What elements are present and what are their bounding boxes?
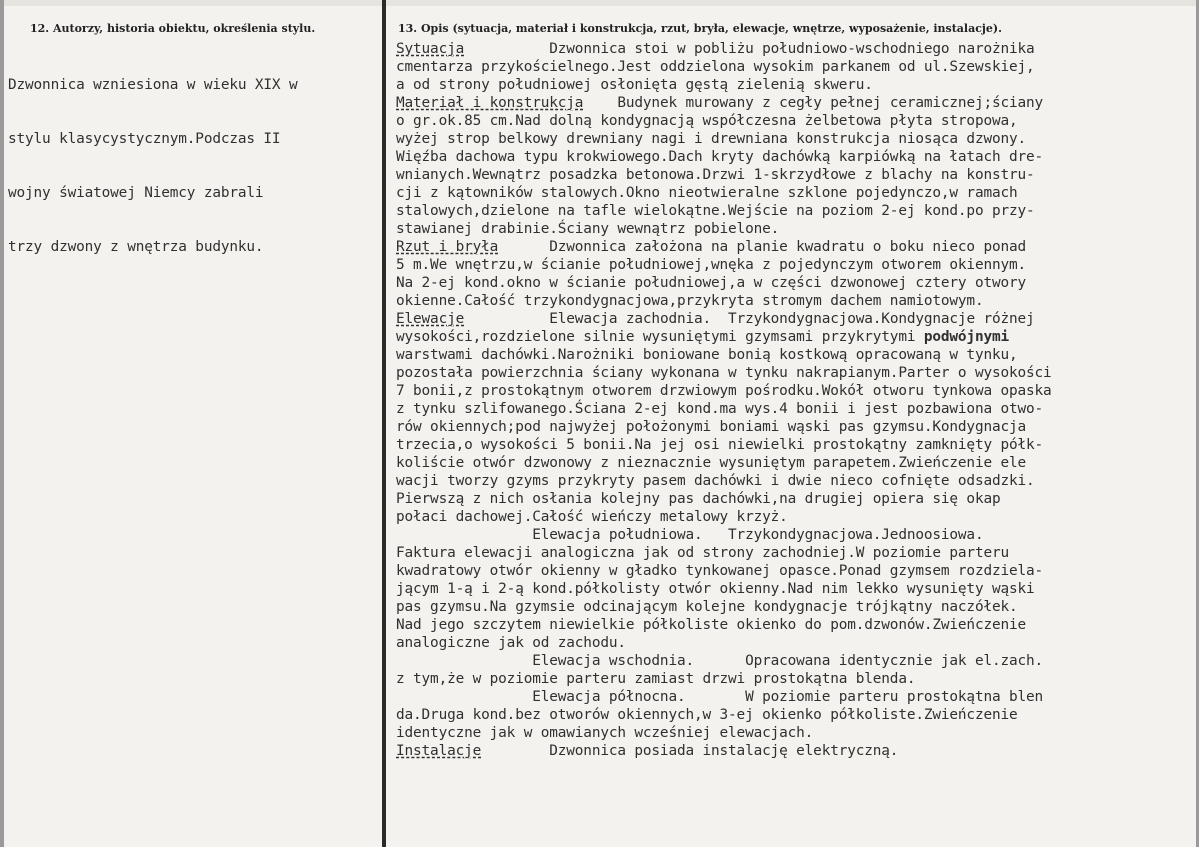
text-line (396, 472, 1196, 490)
text-line (396, 706, 1196, 724)
text-run: stalowych,dzielone na tafle wielokątne.Wejście na poziom 2-ej kond.po przy- (396, 203, 1035, 219)
text-line (396, 166, 1196, 184)
text-run: koliście otwór dzwonowy z nieznacznie wysuniętym parapetem.Zwieńczenie ele (396, 455, 1027, 471)
text-line (396, 580, 1196, 598)
text-line (396, 400, 1196, 418)
text-line (396, 274, 1196, 292)
section-13-heading: 13. Opis (sytuacja, materiał i konstrukcja, rzut, bryła, elewacje, wnętrze, wyposażenie, instalacje). (398, 22, 1002, 35)
text-line (396, 94, 1196, 112)
text-line (396, 742, 1196, 760)
text-run: wacji tworzy gzyms przykryty pasem dachówki i dwie nieco cofnięte odsadzki. (396, 473, 1035, 489)
text-run: Faktura elewacji analogiczna jak od strony zachodniej.W poziomie parteru (396, 545, 1010, 561)
text-run: rów okiennych;pod najwyżej położonymi boniami wąski pas gzymsu.Kondygnacja (396, 419, 1027, 435)
section-label: Instalacje (396, 743, 482, 759)
section-13-text (396, 40, 1196, 760)
text-run: cmentarza przykościelnego.Jest oddzielona wysokim parkanem od ul.Szewskiej, (396, 59, 1035, 75)
left-border (0, 0, 4, 847)
text-line (396, 616, 1196, 634)
text-run: z tynku szlifowanego.Ściana 2-ej kond.ma wys.4 bonii i jest pozbawiona otwo- (396, 401, 1044, 417)
text-line (396, 58, 1196, 76)
text-line: trzy dzwony z wnętrza budynku. (8, 239, 264, 255)
text-line (396, 490, 1196, 508)
text-run: warstwami dachówki.Narożniki boniowane bonią kostkową opracowaną w tynku, (396, 347, 1018, 363)
text-line (396, 670, 1196, 688)
text-run: analogiczne jak od zachodu. (396, 635, 626, 651)
text-run: połaci dachowej.Całość wieńczy metalowy krzyż. (396, 509, 788, 525)
text-run: jącym 1-ą i 2-ą kond.półkolisty otwór okienny.Nad nim lekko wysunięty wąski (396, 581, 1035, 597)
section-label: Sytuacja (396, 41, 465, 57)
text-run: kwadratowy otwór okienny w gładko tynkowanej opasce.Ponad gzymsem rozdziela- (396, 563, 1044, 579)
text-line (396, 220, 1196, 238)
section-label: Elewacje (396, 311, 465, 327)
text-line (396, 292, 1196, 310)
section-12-heading: 12. Autorzy, historia obiektu, określenia stylu. (30, 22, 316, 35)
text-run: 7 bonii,z prostokątnym otworem drzwiowym pośrodku.Wokół otworu tynkowa opaska (396, 383, 1052, 399)
section-label: Materiał i konstrukcja (396, 95, 584, 111)
text-line (396, 508, 1196, 526)
text-line (396, 418, 1196, 436)
text-line: Dzwonnica wzniesiona w wieku XIX w (8, 77, 298, 93)
text-line (396, 40, 1196, 58)
text-line (396, 526, 1196, 544)
text-run: pas gzymsu.Na gzymsie odcinającym kolejne kondygnacje trójkątny naczółek. (396, 599, 1018, 615)
emphasized-word: podwójnymi (923, 329, 1010, 345)
text-line (396, 256, 1196, 274)
text-run: okienne.Całość trzykondygnacjowa,przykryta stromym dachem namiotowym. (396, 293, 984, 309)
text-run: Elewacja zachodnia. Trzykondygnacjowa.Kondygnacje różnej (464, 311, 1035, 327)
text-line (396, 562, 1196, 580)
text-line (396, 346, 1196, 364)
text-run: Więźba dachowa typu krokwiowego.Dach kryty dachówką karpiówką na łatach dre- (396, 149, 1044, 165)
text-run: trzecia,o wysokości 5 bonii.Na jej osi niewielki prostokątny zamknięty półk- (396, 437, 1044, 453)
text-line (396, 130, 1196, 148)
section-label: Rzut i bryła (396, 239, 499, 255)
text-run: a od strony południowej osłonięta gęstą zielenią skweru. (396, 77, 873, 93)
text-line (396, 544, 1196, 562)
text-run: da.Druga kond.bez otworów okiennych,w 3-ej okienko półkoliste.Zwieńczenie (396, 707, 1018, 723)
section-12-text (8, 40, 297, 274)
text-run: wyżej strop belkowy drewniany nagi i drewniana konstrukcja niosąca dzwony. (396, 131, 1027, 147)
text-line (396, 76, 1196, 94)
column-divider (382, 0, 386, 847)
text-line (396, 310, 1196, 328)
text-run: identyczne jak w omawianych wcześniej elewacjach. (396, 725, 814, 741)
text-run: o gr.ok.85 cm.Nad dolną kondygnacją współczesna żelbetowa płyta stropowa, (396, 113, 1018, 129)
text-run: Elewacja północna. W poziomie parteru prostokątna blen (396, 689, 1044, 705)
text-run: Dzwonnica stoi w pobliżu południowo-wschodniego narożnika (464, 41, 1035, 57)
text-line (396, 598, 1196, 616)
text-run: z tym,że w poziomie parteru zamiast drzwi prostokątna blenda. (396, 671, 916, 687)
text-line (396, 652, 1196, 670)
text-run: Elewacja południowa. Trzykondygnacjowa.Jednoosiowa. (396, 527, 984, 543)
text-line (396, 328, 1196, 346)
text-line: stylu klasycystycznym.Podczas II (8, 131, 281, 147)
text-run: 5 m.We wnętrzu,w ścianie południowej,wnęka z pojedynczym otworem okiennym. (396, 257, 1027, 273)
text-run: Dzwonnica posiada instalację elektryczną. (481, 743, 899, 759)
text-run: Budynek murowany z cegły pełnej ceramicznej;ściany (583, 95, 1044, 111)
text-run: Elewacja wschodnia. Opracowana identycznie jak el.zach. (396, 653, 1044, 669)
paper-top-edge (0, 0, 1199, 6)
text-run: Nad jego szczytem niewielkie półkoliste okienko do pom.dzwonów.Zwieńczenie (396, 617, 1027, 633)
text-line (396, 202, 1196, 220)
text-line (396, 364, 1196, 382)
text-run: Pierwszą z nich osłania kolejny pas dachówki,na drugiej opiera się okap (396, 491, 1001, 507)
text-line (396, 454, 1196, 472)
text-line (396, 382, 1196, 400)
text-line (396, 238, 1196, 256)
text-line (396, 148, 1196, 166)
text-run: cji z kątowników stalowych.Okno nieotwieralne szklone pojedynczo,w ramach (396, 185, 1018, 201)
text-line (396, 724, 1196, 742)
text-line (396, 634, 1196, 652)
text-run: stawianej drabinie.Ściany wewnątrz pobielone. (396, 221, 780, 237)
text-run: Dzwonnica założona na planie kwadratu o boku nieco ponad (498, 239, 1027, 255)
text-run: wnianych.Wewnątrz posadzka betonowa.Drzwi 1-skrzydłowe z blachy na konstru- (396, 167, 1035, 183)
text-run: Na 2-ej kond.okno w ścianie południowej,a w części dzwonowej cztery otwory (396, 275, 1027, 291)
text-run: wysokości,rozdzielone silnie wysuniętymi gzymsami przykrytymi (396, 329, 924, 345)
text-line (396, 436, 1196, 454)
text-line (396, 112, 1196, 130)
text-line (396, 688, 1196, 706)
text-line: wojny światowej Niemcy zabrali (8, 185, 264, 201)
text-run: pozostała powierzchnia ściany wykonana w tynku nakrapianym.Parter o wysokości (396, 365, 1052, 381)
text-line (396, 184, 1196, 202)
